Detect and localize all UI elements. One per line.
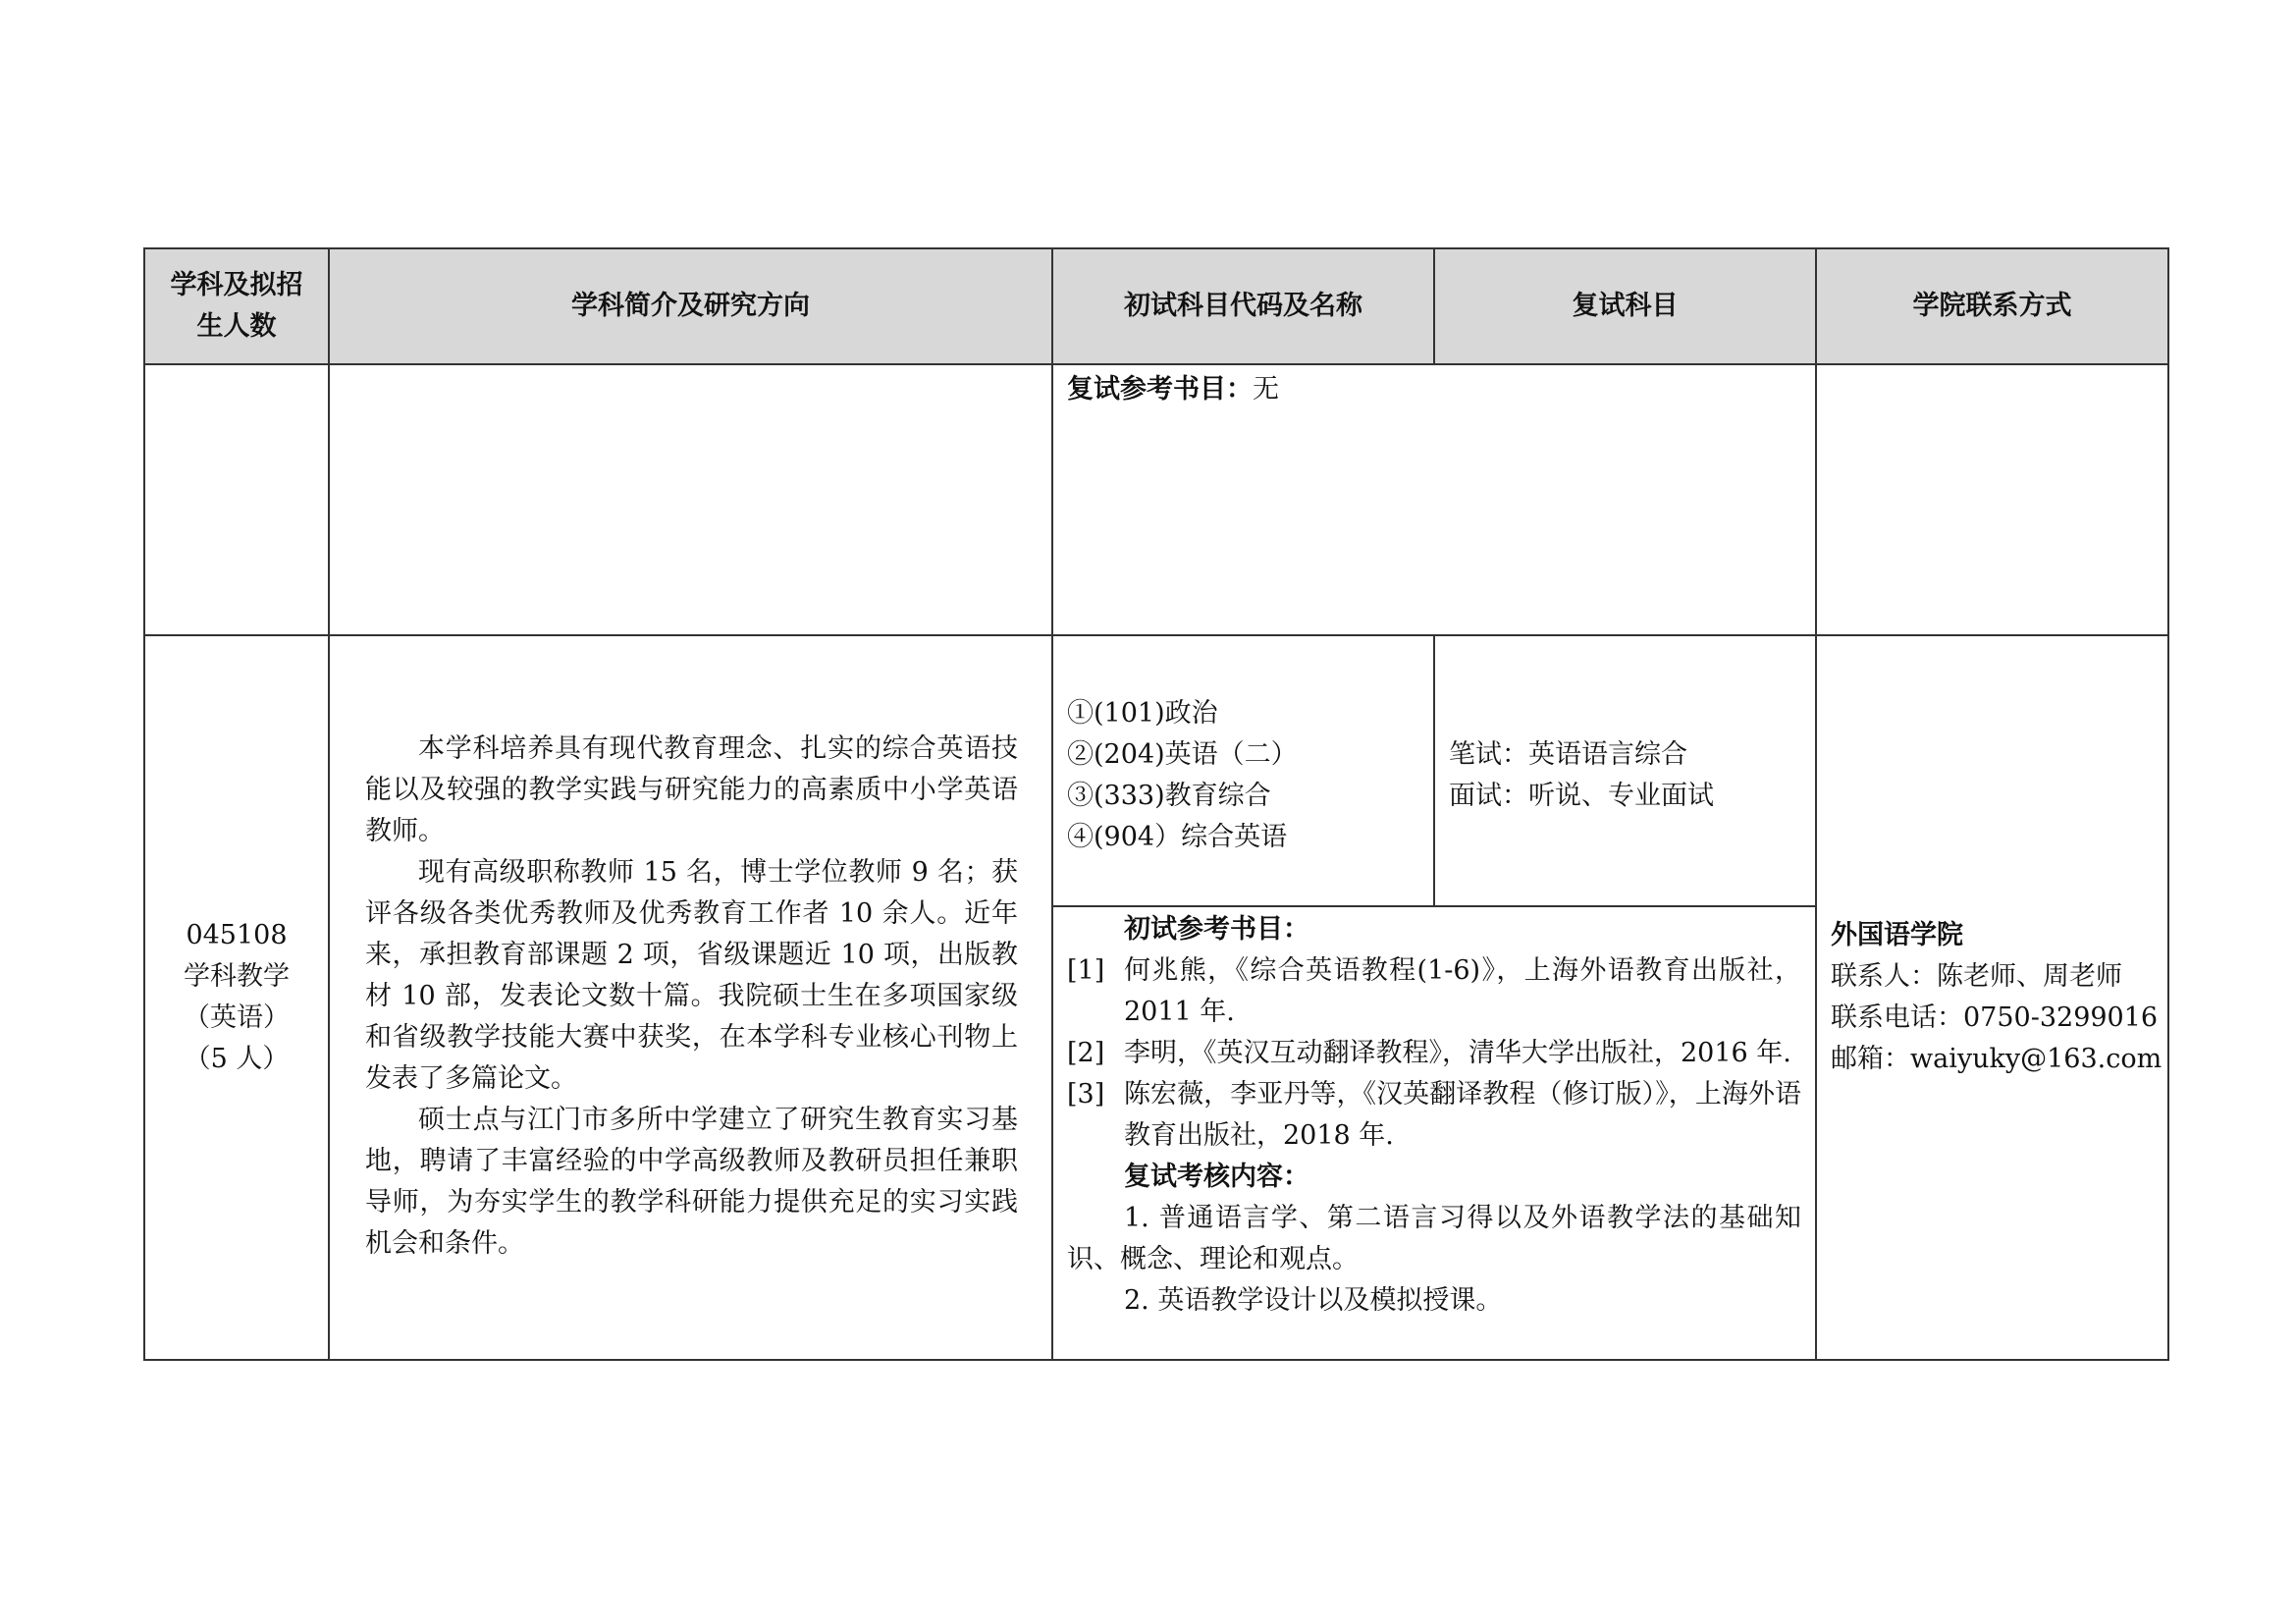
header-contact: 学院联系方式 <box>1816 248 2168 364</box>
subject-quota: （5 人） <box>184 1044 290 1074</box>
exam-subject: ④(904）综合英语 <box>1067 822 1288 852</box>
reference-text: 陈宏薇，李亚丹等，《汉英翻译教程（修订版）》，上海外语教育出版社，2018 年. <box>1124 1079 1801 1151</box>
subject-name: 学科教学 <box>184 961 290 992</box>
contact-phone: 联系电话：0750-3299016 <box>1831 1002 2159 1033</box>
retest-subjects-cell <box>1434 635 1816 906</box>
subject-track: （英语） <box>184 1002 290 1033</box>
retest-books-value: 无 <box>1253 374 1279 405</box>
admission-table <box>143 247 2169 1361</box>
header-exam: 初试科目代码及名称 <box>1052 248 1434 364</box>
retest-subject: 面试：听说、专业面试 <box>1449 781 1714 811</box>
reference-text: 何兆熊，《综合英语教程(1-6)》，上海外语教育出版社，2011 年. <box>1124 955 1801 1027</box>
intro-paragraph: 现有高级职称教师 15 名，博士学位教师 9 名；获评各级各类优秀教师及优秀教育工作者 10 余人。近年来，承担教育部课题 2 项，省级课题近 10 项，出版教材 10 部，发表论文数十篇。我院硕士生在多项国家级和省级教学技能大赛中获奖，在本学科专业核心刊物上发表了多篇论文。 <box>365 857 1018 1094</box>
continuation-subject-cell <box>144 364 329 635</box>
header-intro: 学科简介及研究方向 <box>329 248 1052 364</box>
intro-paragraph: 硕士点与江门市多所中学建立了研究生教育实习基地，聘请了丰富经验的中学高级教师及教研员担任兼职导师，为夯实学生的教学科研能力提供充足的实习实践机会和条件。 <box>365 1105 1018 1259</box>
header-retest: 复试科目 <box>1434 248 1816 364</box>
contact-college: 外国语学院 <box>1831 920 1963 950</box>
reference-item <box>1067 950 1801 1033</box>
main-row-top <box>144 635 2168 906</box>
continuation-intro-cell <box>329 364 1052 635</box>
header-subject-line1: 学科及拟招 <box>170 270 303 300</box>
contact-email: 邮箱：waiyuky@163.com <box>1831 1044 2163 1074</box>
reference-item <box>1067 1033 1801 1074</box>
header-subject-line2: 生人数 <box>196 311 277 342</box>
retest-content-item: 2. 英语教学设计以及模拟授课。 <box>1124 1285 1503 1316</box>
retest-content-item: 1. 普通语言学、第二语言习得以及外语教学法的基础知识、概念、理论和观点。 <box>1067 1203 1801 1274</box>
reference-number: [1] <box>1067 955 1105 986</box>
subject-cell <box>144 635 329 1360</box>
header-row <box>144 248 2168 364</box>
books-cell <box>1052 906 1816 1360</box>
reference-number: [2] <box>1067 1038 1105 1068</box>
exam-subjects-cell <box>1052 635 1434 906</box>
header-subject <box>144 248 329 364</box>
reference-number: [3] <box>1067 1079 1105 1110</box>
intro-paragraph: 本学科培养具有现代教育理念、扎实的综合英语技能以及较强的教学实践与研究能力的高素质中小学英语教师。 <box>365 733 1018 846</box>
contact-person: 联系人：陈老师、周老师 <box>1831 961 2122 992</box>
continuation-row <box>144 364 2168 635</box>
retest-content-label: 复试考核内容： <box>1124 1162 1309 1192</box>
contact-cell <box>1816 635 2168 1360</box>
retest-books-label: 复试参考书目： <box>1067 374 1253 405</box>
reference-item <box>1067 1074 1801 1157</box>
intro-cell <box>329 635 1052 1360</box>
initial-books-label: 初试参考书目： <box>1124 914 1309 945</box>
continuation-contact-cell <box>1816 364 2168 635</box>
reference-text: 李明，《英汉互动翻译教程》，清华大学出版社，2016 年. <box>1124 1038 1791 1068</box>
exam-subject: ②(204)英语（二） <box>1067 739 1298 770</box>
exam-subject: ①(101)政治 <box>1067 698 1218 729</box>
subject-code: 045108 <box>186 920 288 950</box>
continuation-books-cell <box>1052 364 1816 635</box>
exam-subject: ③(333)教育综合 <box>1067 781 1271 811</box>
retest-subject: 笔试：英语语言综合 <box>1449 739 1687 770</box>
